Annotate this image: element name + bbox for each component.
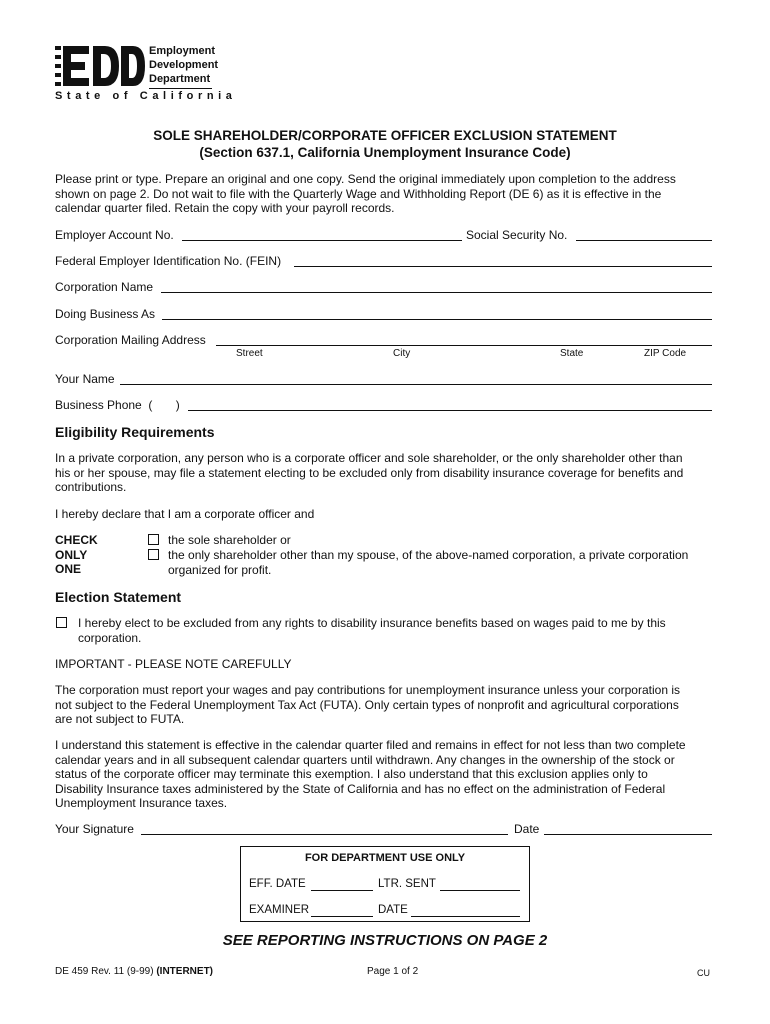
understand-line: Disability Insurance taxes administered by the State of California and has no effect on the administration of Federal bbox=[55, 781, 666, 796]
instructions bbox=[55, 172, 725, 216]
eligibility-line: In a private corporation, any person who is a corporate officer and sole shareholder, or the only shareholder other than bbox=[55, 451, 683, 465]
sole-shareholder-checkbox[interactable] bbox=[148, 534, 159, 545]
mailing-address-label: Corporation Mailing Address bbox=[55, 333, 206, 347]
instructions-line: Please print or type. Prepare an original and one copy. Send the original immediately upon completion to the address bbox=[55, 172, 676, 186]
corporation-name-field[interactable] bbox=[161, 292, 712, 293]
elect-line: corporation. bbox=[78, 630, 142, 645]
agency-line-3: Department bbox=[149, 73, 211, 85]
address-street-caption: Street bbox=[236, 348, 263, 359]
fein-field[interactable] bbox=[294, 266, 712, 267]
examiner-label: EXAMINER bbox=[249, 904, 310, 916]
dept-date-label: DATE bbox=[378, 904, 408, 916]
declare-text: I hereby declare that I am a corporate officer and bbox=[55, 507, 315, 521]
ltr-sent-field[interactable] bbox=[440, 890, 520, 891]
eligibility-line: contributions. bbox=[55, 480, 127, 494]
eligibility-paragraph bbox=[55, 451, 725, 495]
option-line: the only shareholder other than my spouse, of the above-named corporation, a private corporation bbox=[168, 548, 689, 562]
option-sole-shareholder: the sole shareholder or bbox=[168, 533, 291, 547]
dept-date-field[interactable] bbox=[411, 916, 520, 917]
understand-line: status of the corporate officer may terminate this exemption. I also understand that this exclusion applies only to bbox=[55, 767, 648, 781]
eff-date-label: EFF. DATE bbox=[249, 878, 306, 890]
election-heading: Election Statement bbox=[55, 589, 182, 605]
eff-date-field[interactable] bbox=[311, 890, 373, 891]
state-line: State of California bbox=[55, 90, 237, 102]
understand-line: Unemployment Insurance taxes. bbox=[55, 796, 228, 810]
examiner-field[interactable] bbox=[311, 916, 373, 917]
only-word: ONLY bbox=[55, 547, 88, 562]
edd-logo-icon bbox=[55, 46, 145, 90]
futa-line: are not subject to FUTA. bbox=[55, 712, 185, 726]
signature-date-label: Date bbox=[514, 822, 540, 836]
signature-label: Your Signature bbox=[55, 822, 134, 836]
your-name-field[interactable] bbox=[120, 384, 712, 385]
option-only-shareholder bbox=[168, 548, 718, 577]
eligibility-line: his or her spouse, may file a statement electing to be excluded only from disability insurance coverage for benefits and bbox=[55, 465, 684, 480]
header-rule bbox=[149, 88, 212, 89]
agency-line-1: Employment bbox=[149, 45, 216, 57]
form-code: CU bbox=[697, 968, 710, 978]
understand-line: calendar years and in all subsequent calendar quarters until withdrawn. Any changes in the ownership of the stock or bbox=[55, 752, 675, 767]
futa-paragraph bbox=[55, 683, 725, 727]
option-line: organized for profit. bbox=[168, 562, 272, 577]
dba-label: Doing Business As bbox=[55, 307, 156, 321]
one-word: ONE bbox=[55, 562, 82, 576]
address-city-caption: City bbox=[393, 348, 411, 359]
signature-date-field[interactable] bbox=[544, 834, 712, 835]
signature-field[interactable] bbox=[141, 834, 508, 835]
instructions-line: calendar quarter filed. Retain the copy with your payroll records. bbox=[55, 201, 395, 215]
your-name-label: Your Name bbox=[55, 372, 115, 386]
ssn-field[interactable] bbox=[576, 240, 712, 241]
check-word: CHECK bbox=[55, 533, 98, 547]
agency-name bbox=[149, 44, 218, 86]
form-subtitle: (Section 637.1, California Unemployment Insurance Code) bbox=[199, 145, 571, 160]
understand-line: I understand this statement is effective in the calendar quarter filed and remains in effect for not less than two complete bbox=[55, 738, 686, 752]
futa-line: The corporation must report your wages and pay contributions for unemployment insurance unless your corporation is bbox=[55, 683, 680, 697]
department-use-box bbox=[240, 846, 530, 922]
corporation-name-label: Corporation Name bbox=[55, 280, 154, 294]
important-notice: IMPORTANT - PLEASE NOTE CAREFULLY bbox=[55, 657, 292, 671]
business-phone-field[interactable] bbox=[188, 410, 712, 411]
employer-account-label: Employer Account No. bbox=[55, 228, 174, 242]
elect-exclusion-text bbox=[78, 616, 718, 645]
address-state-caption: State bbox=[560, 348, 584, 359]
form-id bbox=[55, 966, 213, 977]
form-title: SOLE SHAREHOLDER/CORPORATE OFFICER EXCLUSION STATEMENT bbox=[153, 128, 617, 143]
ssn-label: Social Security No. bbox=[466, 228, 568, 242]
department-use-title: FOR DEPARTMENT USE ONLY bbox=[304, 852, 466, 864]
eligibility-heading: Eligibility Requirements bbox=[55, 424, 215, 440]
ltr-sent-label: LTR. SENT bbox=[378, 878, 436, 890]
mailing-address-field[interactable] bbox=[216, 345, 712, 346]
elect-exclusion-checkbox[interactable] bbox=[56, 617, 67, 628]
see-reporting-instructions: SEE REPORTING INSTRUCTIONS ON PAGE 2 bbox=[222, 932, 548, 949]
form-internet: (INTERNET) bbox=[156, 966, 214, 977]
business-phone-label: Business Phone ( ) bbox=[55, 398, 180, 412]
futa-line: not subject to the Federal Unemployment Tax Act (FUTA). Only certain types of nonprofit and agricultural corporations bbox=[55, 697, 679, 712]
elect-line: I hereby elect to be excluded from any rights to disability insurance benefits based on wages paid to me by this bbox=[78, 616, 666, 630]
check-only-one bbox=[55, 533, 98, 577]
page-number: Page 1 of 2 bbox=[367, 966, 419, 977]
dba-field[interactable] bbox=[162, 319, 712, 320]
form-id-text: DE 459 Rev. 11 (9-99) bbox=[55, 966, 157, 977]
understand-paragraph bbox=[55, 738, 725, 811]
instructions-line: shown on page 2. Do not wait to file with the Quarterly Wage and Withholding Report (DE 6) as it is effective in the bbox=[55, 186, 662, 201]
address-zip-caption: ZIP Code bbox=[644, 348, 687, 359]
fein-label: Federal Employer Identification No. (FEIN) bbox=[55, 254, 282, 268]
employer-account-field[interactable] bbox=[182, 240, 462, 241]
agency-line-2: Development bbox=[149, 59, 219, 71]
edd-logo bbox=[55, 46, 145, 90]
only-shareholder-checkbox[interactable] bbox=[148, 549, 159, 560]
